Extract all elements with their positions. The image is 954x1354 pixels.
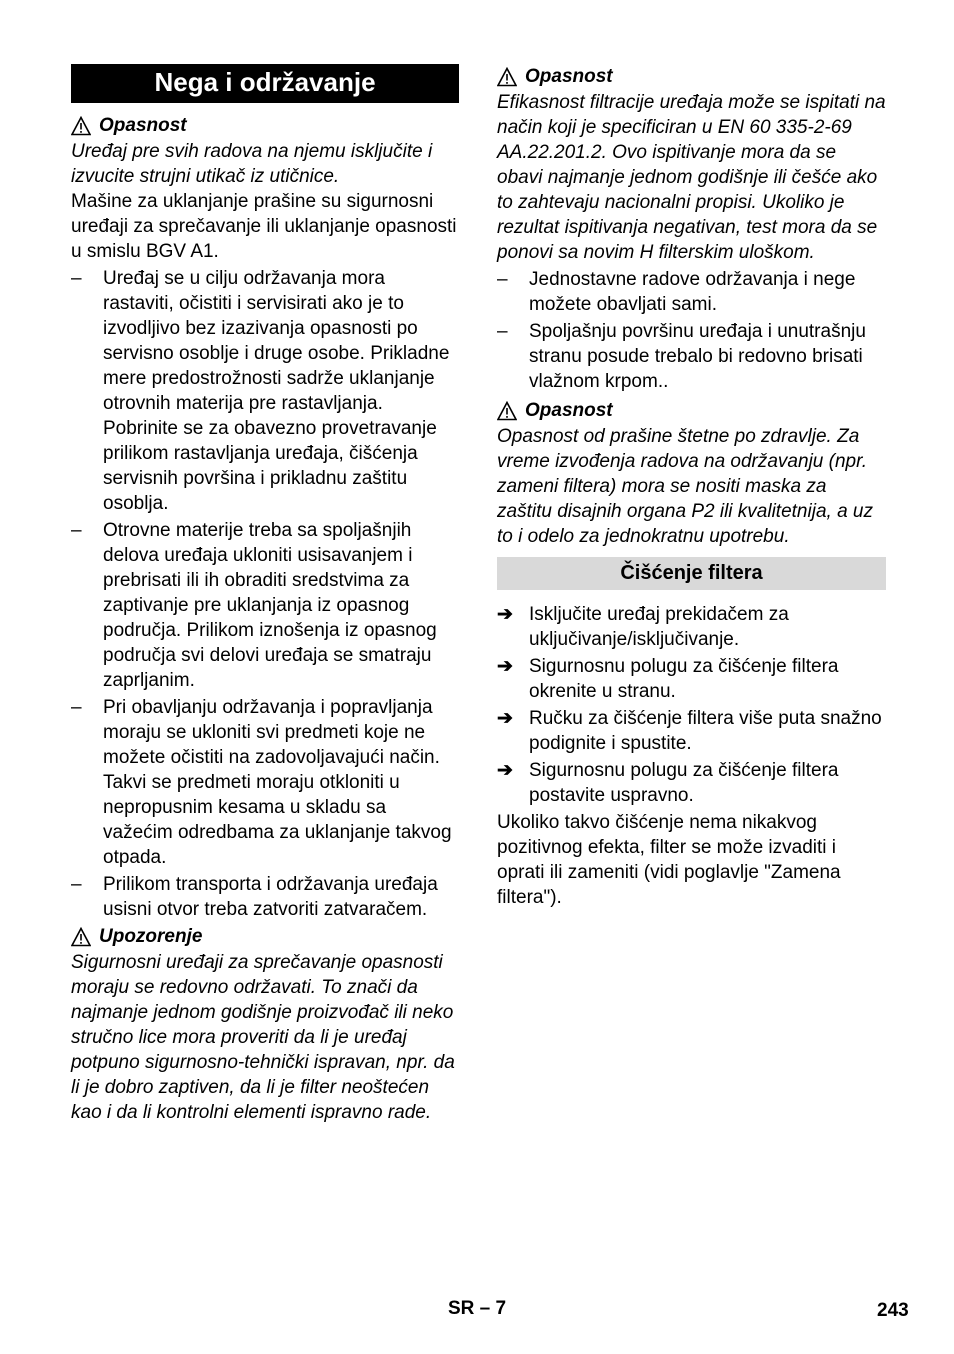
warning-heading bbox=[497, 64, 886, 89]
warning-text: Opasnost od prašine štetne po zdravlje. Za vreme izvođenja radova na održavanju (npr. zameni filtera) mora se nositi maska za zaštitu disajnih organa P2 ili kvalitetnija, a uz to i odelo za jednokratnu upotrebu. bbox=[497, 426, 873, 547]
warning-triangle-icon bbox=[497, 401, 517, 421]
footer-page-number: 243 bbox=[877, 1300, 909, 1321]
warning-label: Opasnost bbox=[525, 400, 613, 421]
warning-heading bbox=[71, 113, 459, 138]
warning-label: Opasnost bbox=[99, 115, 187, 136]
intro-paragraph: Mašine za uklanjanje prašine su sigurnosni uređaji za sprečavanje ili uklanjanje opasnosti u smislu BGV A1. bbox=[71, 191, 457, 262]
footer-language-page: SR – 7 bbox=[448, 1298, 507, 1319]
filter-cleaning-steps bbox=[497, 602, 886, 808]
warning-triangle-icon bbox=[71, 927, 91, 947]
list-item: – Jednostavne radove održavanja i nege možete obavljati sami. bbox=[497, 269, 856, 315]
warning-triangle-icon bbox=[497, 67, 517, 87]
left-column bbox=[71, 64, 459, 1125]
right-column bbox=[497, 64, 886, 910]
step-item: ➔ Isključite uređaj prekidačem za uključivanje/isključivanje. bbox=[497, 604, 789, 650]
list-item: – Otrovne materije treba sa spoljašnjih delova uređaja ukloniti usisavanjem i prebrisati ili ih obraditi sredstvima za zaptivanje pre uklanjanja iz opasnog područja. Prilikom iznošenja iz opasnog područja svi delovi uređaja se smatraju zaprljanim. bbox=[71, 520, 437, 691]
care-list bbox=[497, 267, 886, 394]
list-item: – Uređaj se u cilju održavanja mora rastaviti, očistiti i servisirati ako je to izvodljivo bez izazivanja opasnosti po servisno osoblje i druge osobe. Prikladne mere predostrožnosti sadrže uklanjanje otrovnih materija pre rastavljanja. Pobrinite se za obavezno provetravanje prilikom rastavljanja uređaja, čišćenja servisnih površina i prikladnu zaštitu osoblja. bbox=[71, 268, 450, 514]
arrow-right-icon: ➔ bbox=[497, 656, 513, 677]
warning-text: Uređaj pre svih radova na njemu isključite i izvucite strujni utikač iz utičnice. bbox=[71, 141, 433, 187]
arrow-right-icon: ➔ bbox=[497, 760, 513, 781]
warning-label: Opasnost bbox=[525, 66, 613, 87]
caution-text: Sigurnosni uređaji za sprečavanje opasnosti moraju se redovno održavati. To znači da najmanje jednom godišnje proizvođač ili neko stručno lice mora proveriti da li je uređaj potpuno sigurnosno-tehnički ispravan, npr. da li je dobro zaptiven, da li je filter neoštećen kao i da li kontrolni elementi ispravno rade. bbox=[71, 952, 455, 1123]
dash-bullet: – bbox=[71, 697, 82, 718]
arrow-right-icon: ➔ bbox=[497, 708, 513, 729]
step-item: ➔ Ručku za čišćenje filtera više puta snažno podignite i spustite. bbox=[497, 708, 882, 754]
arrow-right-icon: ➔ bbox=[497, 604, 513, 625]
step-item: ➔ Sigurnosnu polugu za čišćenje filtera okrenite u stranu. bbox=[497, 656, 839, 702]
subsection-title: Čišćenje filtera bbox=[497, 557, 886, 590]
dash-bullet: – bbox=[71, 268, 82, 289]
dash-bullet: – bbox=[497, 321, 508, 342]
dash-bullet: – bbox=[71, 874, 82, 895]
warning-heading bbox=[497, 398, 886, 423]
list-item: – Spoljašnju površinu uređaja i unutrašnju stranu posude trebalo bi redovno brisati vlažnom krpom.. bbox=[497, 321, 866, 392]
dash-bullet: – bbox=[71, 520, 82, 541]
dash-bullet: – bbox=[497, 269, 508, 290]
list-item: – Pri obavljanju održavanja i popravljanja moraju se ukloniti svi predmeti koje ne možete očistiti na zadovoljavajući način. Takvi se predmeti moraju otkloniti u nepropusnim kesama u skladu sa važećim odredbama za uklanjanje takvog otpada. bbox=[71, 697, 452, 868]
list-item: – Prilikom transporta i održavanja uređaja usisni otvor treba zatvoriti zatvaračem. bbox=[71, 874, 438, 920]
caution-heading bbox=[71, 924, 459, 949]
closing-paragraph: Ukoliko takvo čišćenje nema nikakvog pozitivnog efekta, filter se može izvaditi i oprati ili zameniti (vidi poglavlje "Zamena filtera"). bbox=[497, 812, 841, 908]
maintenance-list bbox=[71, 266, 459, 922]
warning-text: Efikasnost filtracije uređaja može se ispitati na način koji je specificiran u EN 60 335-2-69 AA.22.201.2. Ovo ispitivanje mora da se obavi najmanje jednom godišnje ili češće ako to zahtevaju nacionalni propisi. Ukoliko je rezultat ispitivanja negativan, test mora da se ponovi sa novim H filterskim uloškom. bbox=[497, 92, 886, 263]
step-item: ➔ Sigurnosnu polugu za čišćenje filtera postavite uspravno. bbox=[497, 760, 839, 806]
warning-triangle-icon bbox=[71, 116, 91, 136]
section-title: Nega i održavanje bbox=[71, 64, 459, 103]
caution-label: Upozorenje bbox=[99, 926, 203, 947]
